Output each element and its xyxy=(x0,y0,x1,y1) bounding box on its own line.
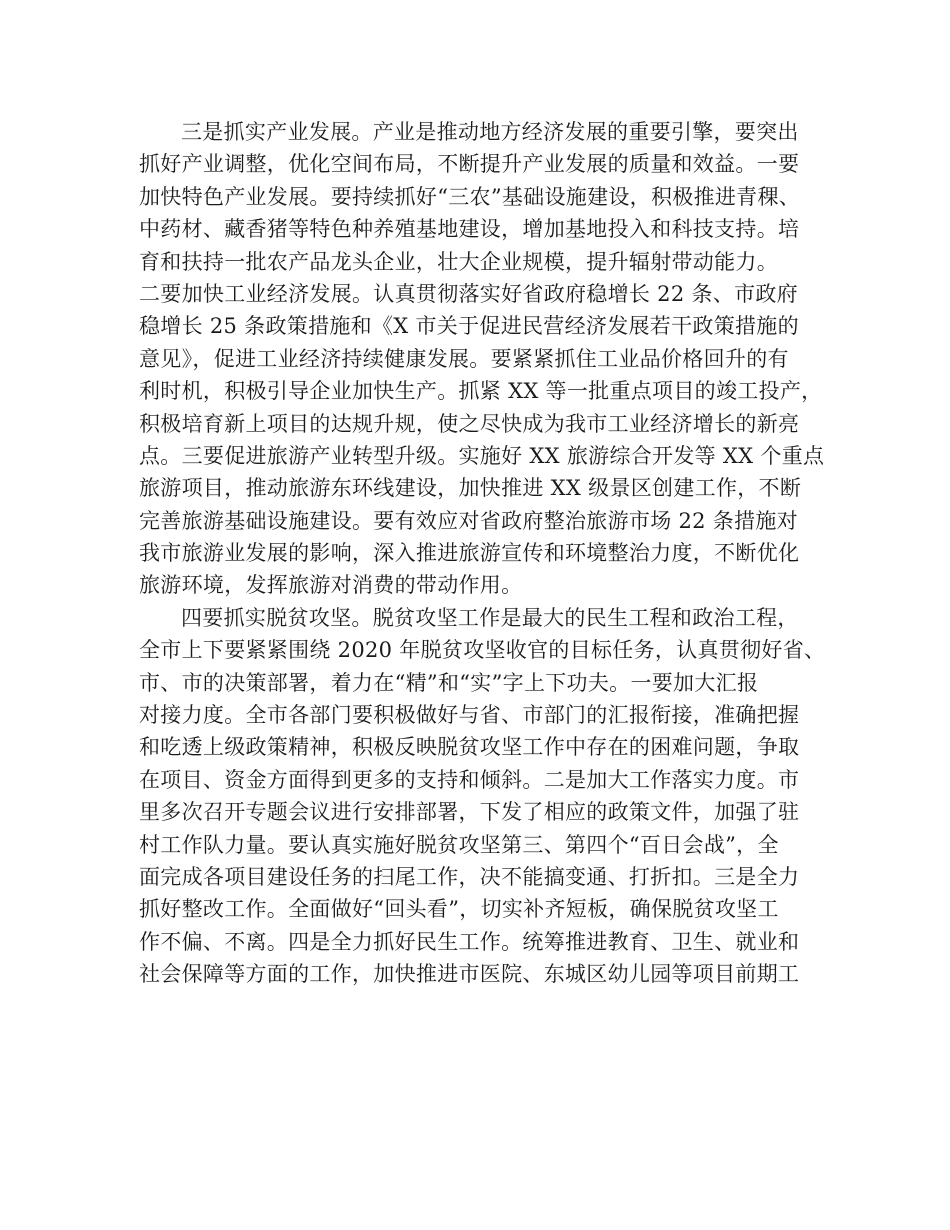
paragraph-line: 作不偏、不离。四是全力抓好民生工作。统筹推进教育、卫生、就业和 xyxy=(139,929,800,954)
paragraph-line: 三是抓实产业发展。产业是推动地方经济发展的重要引擎，要突出 xyxy=(181,120,799,144)
paragraph-line: 面完成各项目建设任务的扫尾工作，决不能搞变通、打折扣。三是全力 xyxy=(139,864,800,889)
paragraph-line: 中药材、藏香猪等特色种养殖基地建设，增加基地投入和科技支持。培 xyxy=(139,217,800,242)
paragraph-line: 积极培育新上项目的达规升规，使之尽快成为我市工业经济增长的新亮 xyxy=(139,411,800,436)
paragraph-line: 意见》，促进工业经济持续健康发展。要紧紧抓住工业品价格回升的有 xyxy=(139,346,789,371)
paragraph-line: 市、市的决策部署，着力在“精”和“实”字上下功夫。一要加大汇报 xyxy=(139,670,759,695)
paragraph-line: 加快特色产业发展。要持续抓好“三农”基础设施建设，积极推进青稞、 xyxy=(139,184,801,209)
paragraph-line: 育和扶持一批农产品龙头企业，壮大企业规模，提升辐射带动能力。 xyxy=(139,249,778,274)
paragraph-line: 村工作队力量。要认真实施好脱贫攻坚第三、第四个“百日会战”，全 xyxy=(139,832,779,857)
paragraph-line: 对接力度。全市各部门要积极做好与省、市部门的汇报衔接，准确把握 xyxy=(139,703,800,728)
paragraph-line: 稳增长 25 条政策措施和《X 市关于促进民营经济发展若干政策措施的 xyxy=(139,314,799,339)
paragraph-line: 抓好整改工作。全面做好“回头看”，切实补齐短板，确保脱贫攻坚工 xyxy=(139,897,779,922)
paragraph-line: 旅游环境，发挥旅游对消费的带动作用。 xyxy=(139,573,523,598)
paragraph-line: 四要抓实脱贫攻坚。脱贫攻坚工作是最大的民生工程和政治工程， xyxy=(181,605,799,630)
paragraph-line: 抓好产业调整，优化空间布局，不断提升产业发展的质量和效益。一要 xyxy=(139,152,800,177)
paragraph-line: 完善旅游基础设施建设。要有效应对省政府整治旅游市场 22 条措施对 xyxy=(139,508,798,533)
paragraph-line: 旅游项目，推动旅游东环线建设，加快推进 XX 级景区创建工作，不断 xyxy=(139,476,802,501)
paragraph-line: 社会保障等方面的工作，加快推进市医院、东城区幼儿园等项目前期工 xyxy=(139,962,800,987)
paragraph-line: 二要加快工业经济发展。认真贯彻落实好省政府稳增长 22 条、市政府 xyxy=(139,281,798,306)
document-body xyxy=(139,116,829,991)
paragraph-line: 里多次召开专题会议进行安排部署，下发了相应的政策文件，加强了驻 xyxy=(139,800,800,825)
paragraph-line: 全市上下要紧紧围绕 2020 年脱贫攻坚收官的目标任务，认真贯彻好省、 xyxy=(139,638,826,663)
paragraph-line: 点。三要促进旅游产业转型升级。实施好 XX 旅游综合开发等 XX 个重点 xyxy=(139,443,825,468)
paragraph-line: 和吃透上级政策精神，积极反映脱贫攻坚工作中存在的困难问题，争取 xyxy=(139,735,800,760)
paragraph-line: 利时机，积极引导企业加快生产。抓紧 XX 等一批重点项目的竣工投产， xyxy=(139,379,823,404)
paragraph-line: 我市旅游业发展的影响，深入推进旅游宣传和环境整治力度，不断优化 xyxy=(139,541,800,566)
paragraph-line: 在项目、资金方面得到更多的支持和倾斜。二是加大工作落实力度。市 xyxy=(139,767,800,792)
